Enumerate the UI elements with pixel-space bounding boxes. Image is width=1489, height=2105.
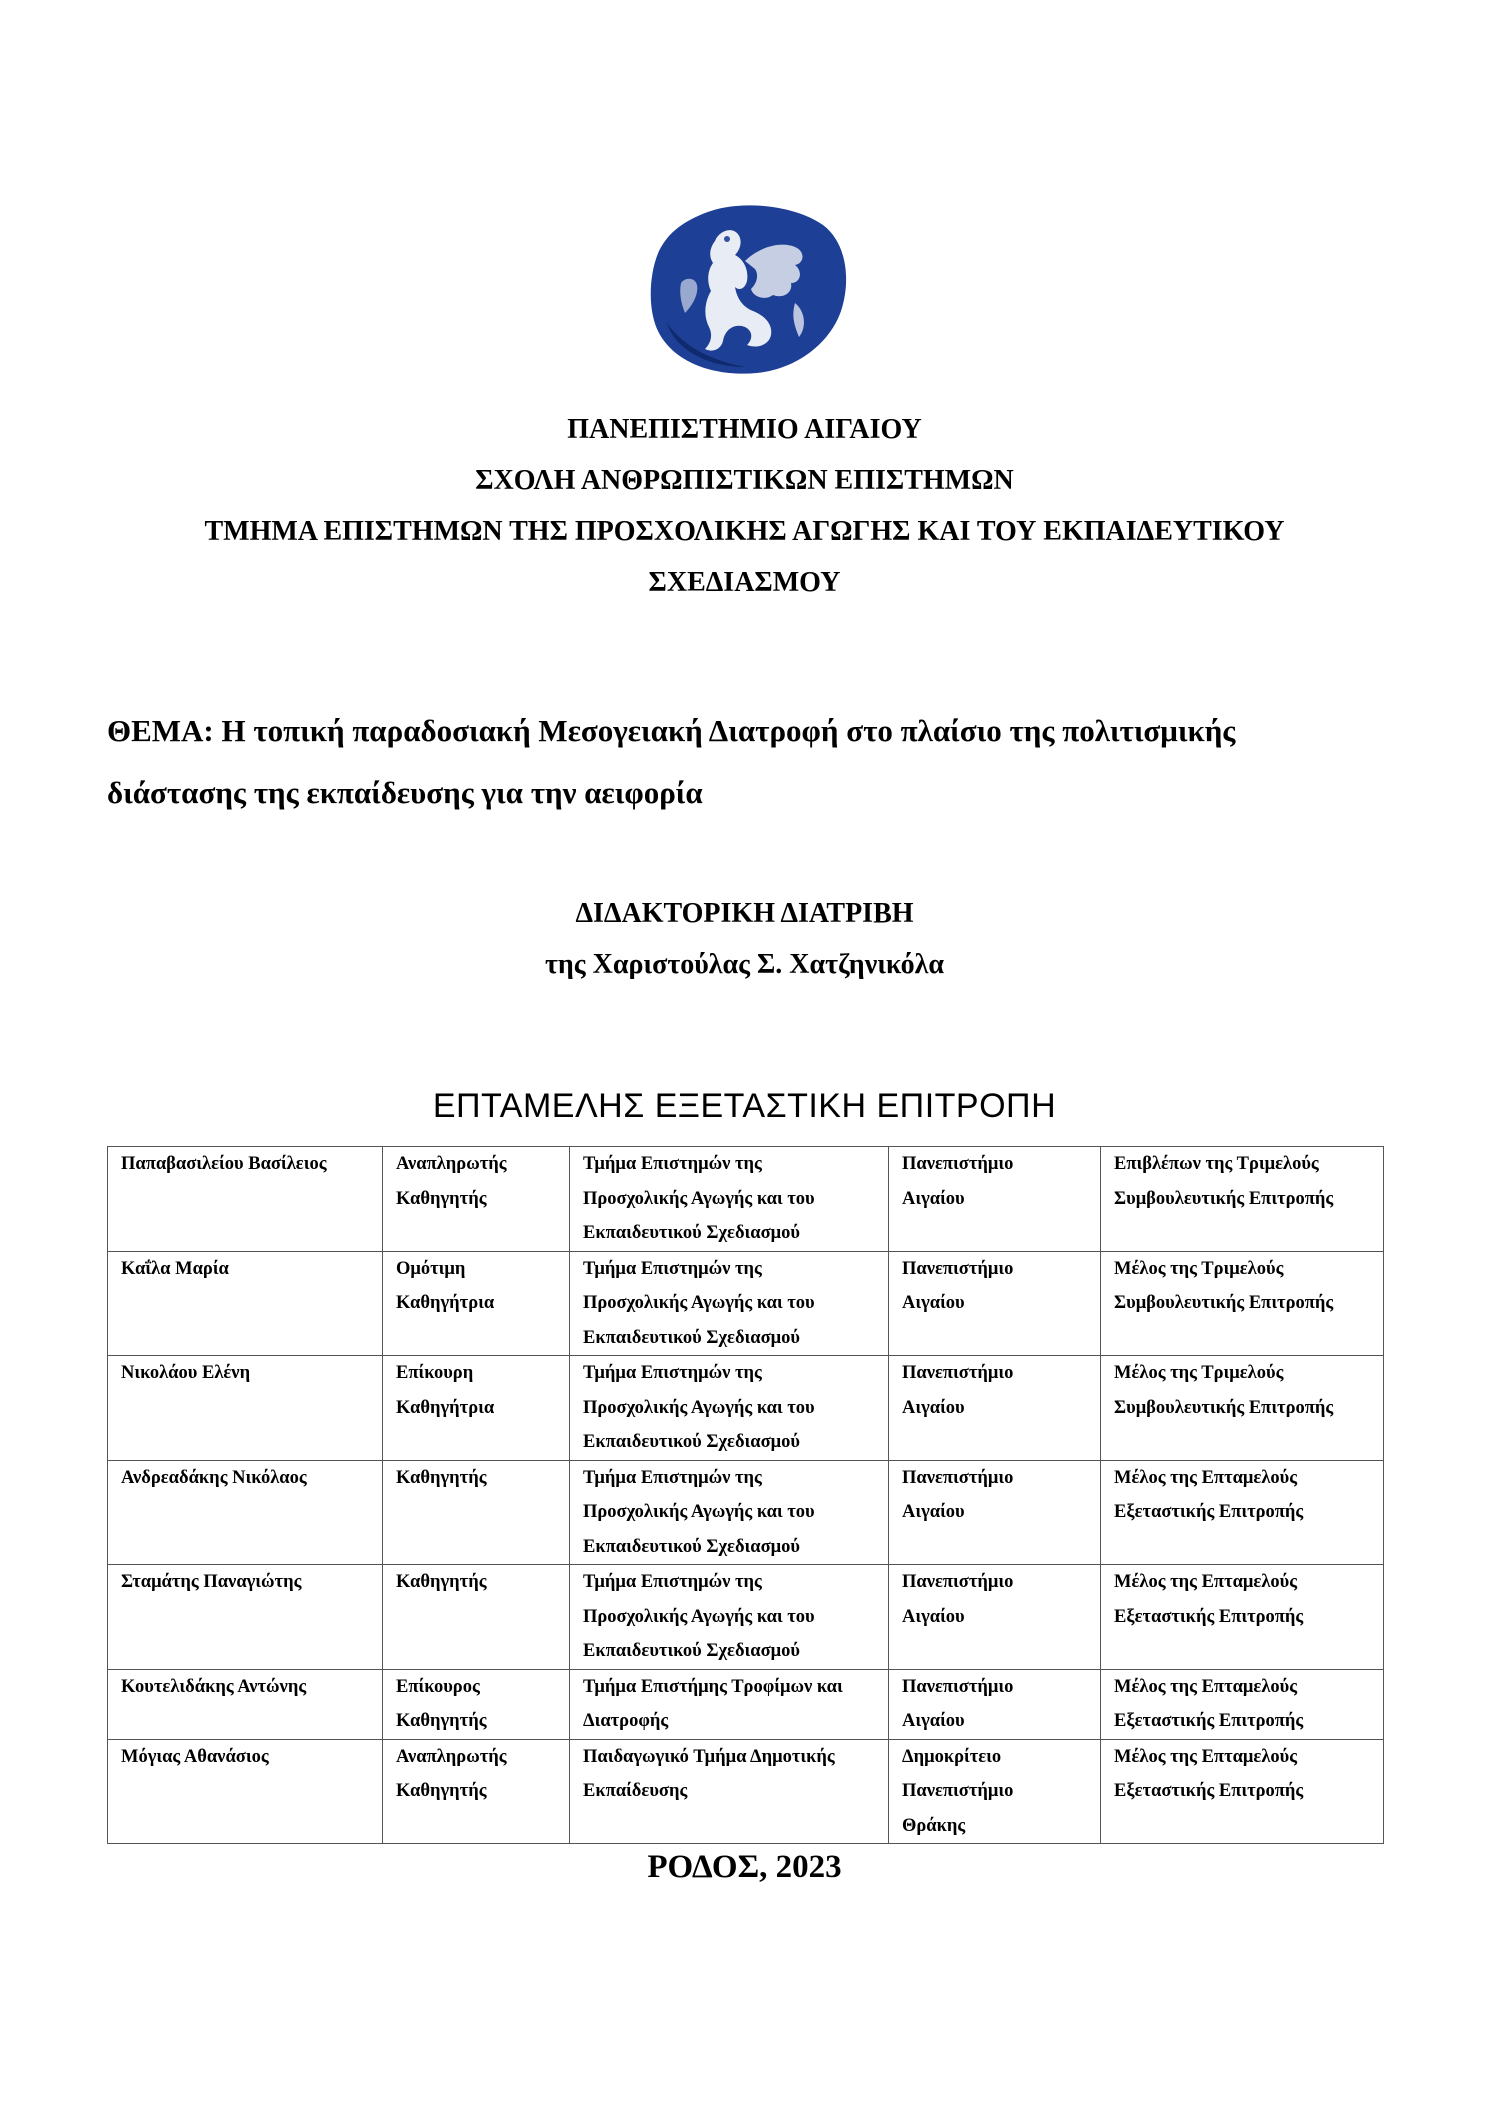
member-role-cell xyxy=(1101,1565,1384,1670)
committee-row xyxy=(108,1669,1384,1739)
institution-header xyxy=(0,404,1489,608)
committee-table xyxy=(107,1146,1384,1844)
member-institution-line: Πανεπιστήμιο xyxy=(902,1467,1014,1488)
member-name: Νικολάου Ελένη xyxy=(121,1363,251,1383)
thesis-author: της Χαριστούλας Σ. Χατζηνικόλα xyxy=(544,949,945,980)
member-name: Ανδρεαδάκης Νικόλαος xyxy=(121,1467,307,1488)
member-institution-line: Αιγαίου xyxy=(902,1293,965,1313)
thesis-type: ΔΙΔΑΚΤΟΡΙΚΗ ΔΙΑΤΡΙΒΗ xyxy=(575,898,914,929)
member-department-line: Τμήμα Επιστημών της xyxy=(583,1467,762,1488)
topic-label: ΘΕΜΑ: xyxy=(107,713,214,748)
member-department-line: Τμήμα Επιστημών της xyxy=(583,1258,762,1279)
member-rank-line: Αναπληρωτής xyxy=(396,1746,507,1767)
member-rank-line: Καθηγήτρια xyxy=(396,1397,495,1418)
member-rank-line: Καθηγήτρια xyxy=(396,1293,495,1313)
member-department-line: Εκπαιδευτικού Σχεδιασμού xyxy=(583,1327,801,1348)
member-role-line: Μέλος της Επταμελούς xyxy=(1114,1746,1298,1767)
member-rank-line: Ομότιμη xyxy=(396,1258,466,1279)
member-role-line: Μέλος της Επταμελούς xyxy=(1114,1467,1298,1488)
member-role-line: Εξεταστικής Επιτροπής xyxy=(1114,1711,1304,1731)
place-year: ΡΟΔΟΣ, 2023 xyxy=(647,1849,842,1885)
member-institution-cell xyxy=(889,1147,1101,1252)
member-role-line: Συμβουλευτικής Επιτροπής xyxy=(1114,1188,1334,1209)
member-institution-cell xyxy=(889,1565,1101,1670)
member-rank-cell xyxy=(383,1669,570,1739)
committee-row xyxy=(108,1251,1384,1356)
member-rank-line: Επίκουρη xyxy=(396,1363,474,1383)
member-department-line: Προσχολικής Αγωγής και του xyxy=(583,1188,815,1209)
member-name-cell xyxy=(108,1565,383,1670)
member-institution-line: Πανεπιστήμιο xyxy=(902,1781,1014,1801)
member-institution-line: Πανεπιστήμιο xyxy=(902,1363,1014,1383)
member-name: Παπαβασιλείου Βασίλειος xyxy=(121,1154,327,1174)
topic-line2: διάστασης της εκπαίδευσης για την αειφορία xyxy=(107,775,703,810)
department-name-line2: ΣΧΕΔΙΑΣΜΟΥ xyxy=(648,567,841,598)
member-role-cell xyxy=(1101,1460,1384,1565)
member-institution-line: Αιγαίου xyxy=(902,1606,965,1627)
member-department-line: Εκπαιδευτικού Σχεδιασμού xyxy=(583,1432,801,1452)
committee-title: ΕΠΤΑΜΕΛΗΣ ΕΞΕΤΑΣΤΙΚΗ ΕΠΙΤΡΟΠΗ xyxy=(432,1087,1057,1125)
member-institution-line: Δημοκρίτειο xyxy=(902,1746,1002,1767)
member-department-line: Προσχολικής Αγωγής και του xyxy=(583,1502,815,1522)
member-role-line: Μέλος της Επταμελούς xyxy=(1114,1572,1298,1592)
member-institution-line: Αιγαίου xyxy=(902,1188,965,1209)
member-institution-cell xyxy=(889,1251,1101,1356)
member-role-line: Συμβουλευτικής Επιτροπής xyxy=(1114,1397,1334,1418)
member-rank-line: Καθηγητής xyxy=(396,1781,487,1801)
member-department-line: Παιδαγωγικό Τμήμα Δημοτικής xyxy=(583,1746,835,1767)
member-role-line: Εξεταστικής Επιτροπής xyxy=(1114,1781,1304,1801)
thesis-topic xyxy=(107,700,1397,824)
member-institution-cell xyxy=(889,1669,1101,1739)
university-seal-logo xyxy=(645,203,850,375)
member-institution-cell xyxy=(889,1460,1101,1565)
member-rank-line: Καθηγητής xyxy=(396,1188,487,1209)
department-name-line1: ΤΜΗΜΑ ΕΠΙΣΤΗΜΩΝ ΤΗΣ ΠΡΟΣΧΟΛΙΚΗΣ ΑΓΩΓΗΣ ΚΑΙ ΤΟΥ ΕΚΠΑΙΔΕΥΤΙΚΟΥ xyxy=(204,516,1285,547)
thesis-info xyxy=(0,888,1489,990)
member-role-line: Μέλος της Τριμελούς xyxy=(1114,1363,1284,1383)
member-name-cell xyxy=(108,1251,383,1356)
committee-row xyxy=(108,1356,1384,1461)
member-name: Μόγιας Αθανάσιος xyxy=(121,1746,269,1767)
member-institution-line: Θράκης xyxy=(902,1815,966,1836)
member-institution-line: Πανεπιστήμιο xyxy=(902,1258,1014,1279)
member-rank-line: Επίκουρος xyxy=(396,1676,480,1697)
member-rank-cell xyxy=(383,1356,570,1461)
member-department-line: Τμήμα Επιστημών της xyxy=(583,1363,762,1383)
member-department-line: Τμήμα Επιστήμης Τροφίμων και xyxy=(583,1676,843,1697)
member-name-cell xyxy=(108,1460,383,1565)
member-role-line: Μέλος της Επταμελούς xyxy=(1114,1676,1298,1697)
member-rank-cell xyxy=(383,1565,570,1670)
member-role-line: Εξεταστικής Επιτροπής xyxy=(1114,1606,1304,1627)
member-name: Καΐλα Μαρία xyxy=(121,1258,229,1279)
member-role-cell xyxy=(1101,1147,1384,1252)
member-institution-line: Πανεπιστήμιο xyxy=(902,1572,1014,1592)
member-name: Σταμάτης Παναγιώτης xyxy=(121,1572,302,1592)
member-name-cell xyxy=(108,1147,383,1252)
member-department-line: Τμήμα Επιστημών της xyxy=(583,1154,762,1174)
committee-row xyxy=(108,1460,1384,1565)
member-institution-cell xyxy=(889,1739,1101,1844)
member-rank-line: Αναπληρωτής xyxy=(396,1154,507,1174)
member-role-line: Εξεταστικής Επιτροπής xyxy=(1114,1502,1304,1522)
member-department-cell xyxy=(570,1356,889,1461)
member-institution-line: Αιγαίου xyxy=(902,1711,965,1731)
member-rank-line: Καθηγητής xyxy=(396,1467,487,1488)
committee-row xyxy=(108,1565,1384,1670)
committee-row xyxy=(108,1739,1384,1844)
member-role-cell xyxy=(1101,1669,1384,1739)
topic-line1: Η τοπική παραδοσιακή Μεσογειακή Διατροφή στο πλαίσιο της πολιτισμικής xyxy=(221,713,1236,748)
member-rank-cell xyxy=(383,1251,570,1356)
member-rank-cell xyxy=(383,1147,570,1252)
member-department-line: Τμήμα Επιστημών της xyxy=(583,1572,762,1592)
member-department-cell xyxy=(570,1147,889,1252)
member-department-cell xyxy=(570,1739,889,1844)
member-rank-cell xyxy=(383,1460,570,1565)
member-institution-line: Πανεπιστήμιο xyxy=(902,1154,1014,1174)
member-department-cell xyxy=(570,1251,889,1356)
member-rank-line: Καθηγητής xyxy=(396,1572,487,1592)
member-department-line: Εκπαιδευτικού Σχεδιασμού xyxy=(583,1223,801,1243)
member-role-line: Επιβλέπων της Τριμελούς xyxy=(1114,1154,1319,1174)
member-department-line: Εκπαίδευσης xyxy=(583,1781,688,1801)
member-department-cell xyxy=(570,1460,889,1565)
member-name-cell xyxy=(108,1739,383,1844)
member-role-line: Μέλος της Τριμελούς xyxy=(1114,1258,1284,1279)
member-department-cell xyxy=(570,1565,889,1670)
member-institution-cell xyxy=(889,1356,1101,1461)
member-department-line: Προσχολικής Αγωγής και του xyxy=(583,1293,815,1313)
committee-row xyxy=(108,1147,1384,1252)
member-department-line: Προσχολικής Αγωγής και του xyxy=(583,1397,815,1418)
member-name-cell xyxy=(108,1669,383,1739)
member-department-line: Εκπαιδευτικού Σχεδιασμού xyxy=(583,1536,801,1557)
member-department-line: Διατροφής xyxy=(583,1711,669,1731)
member-rank-line: Καθηγητής xyxy=(396,1711,487,1731)
member-role-cell xyxy=(1101,1739,1384,1844)
member-institution-line: Πανεπιστήμιο xyxy=(902,1676,1014,1697)
member-department-line: Προσχολικής Αγωγής και του xyxy=(583,1606,815,1627)
member-role-cell xyxy=(1101,1356,1384,1461)
school-name: ΣΧΟΛΗ ΑΝΘΡΩΠΙΣΤΙΚΩΝ ΕΠΙΣΤΗΜΩΝ xyxy=(475,465,1014,496)
member-role-line: Συμβουλευτικής Επιτροπής xyxy=(1114,1293,1334,1313)
member-institution-line: Αιγαίου xyxy=(902,1502,965,1522)
university-name: ΠΑΝΕΠΙΣΤΗΜΙΟ ΑΙΓΑΙΟΥ xyxy=(567,414,922,445)
member-name-cell xyxy=(108,1356,383,1461)
member-department-cell xyxy=(570,1669,889,1739)
member-name: Κουτελιδάκης Αντώνης xyxy=(121,1676,307,1697)
member-rank-cell xyxy=(383,1739,570,1844)
member-department-line: Εκπαιδευτικού Σχεδιασμού xyxy=(583,1641,801,1661)
member-institution-line: Αιγαίου xyxy=(902,1397,965,1418)
member-role-cell xyxy=(1101,1251,1384,1356)
